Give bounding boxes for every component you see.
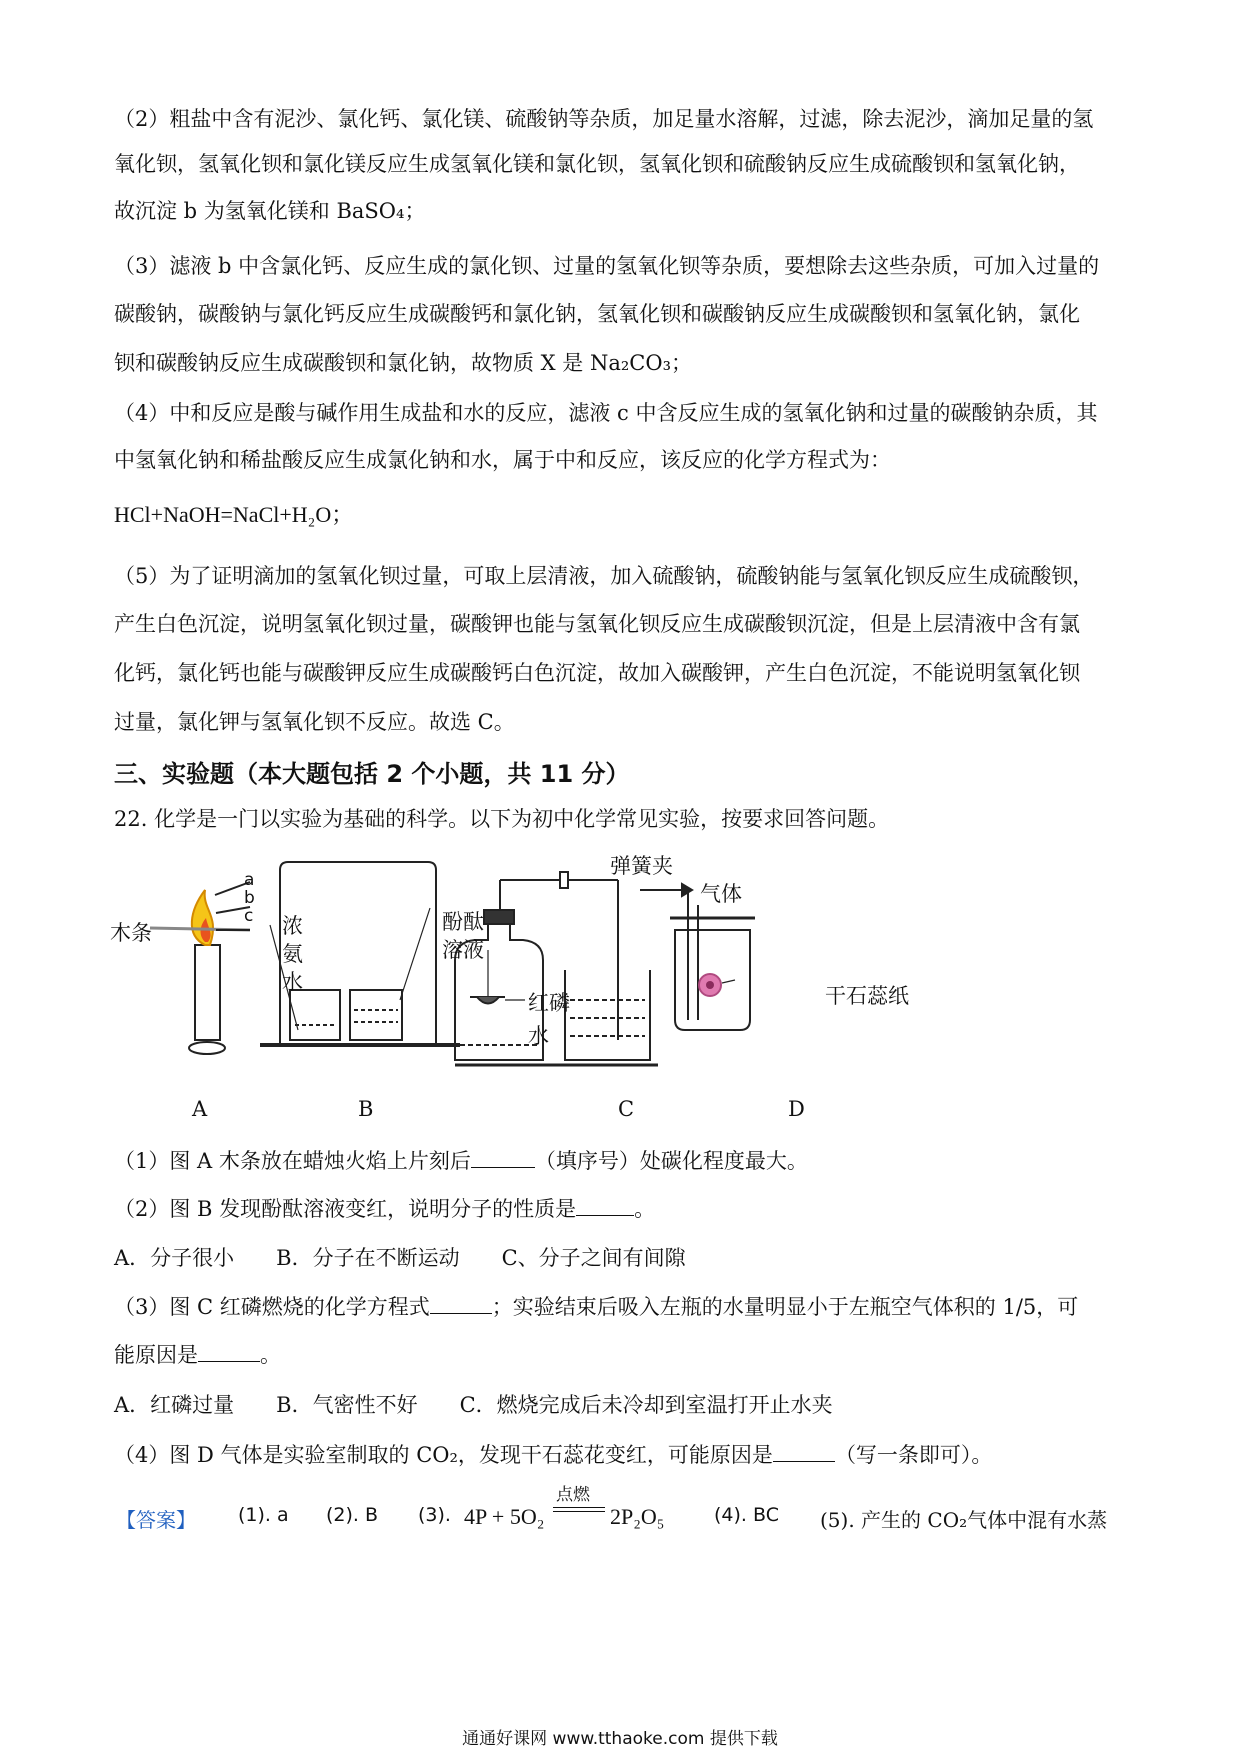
q4-tail: （写一条即可）。 [834, 1443, 993, 1467]
q3-l2-text: 能原因是 [114, 1343, 198, 1367]
caption-d: D [788, 1097, 805, 1121]
label-hongling: 红磷 [528, 991, 570, 1015]
q3-blank-2[interactable] [198, 1343, 260, 1362]
answer-5: (5). 产生的 CO₂气体中混有水蒸 [820, 1508, 1108, 1532]
q3-text: （3）图 C 红磷燃烧的化学方程式 [114, 1295, 430, 1319]
answer-3-condition: 点燃 [556, 1485, 590, 1505]
para-3-line-3: 钡和碳酸钠反应生成碳酸钡和氯化钠，故物质 X 是 Na₂CO₃； [114, 351, 692, 375]
label-muxiao: 木条 [110, 921, 152, 945]
q1-blank[interactable] [471, 1149, 535, 1168]
eq-bar-bottom [553, 1511, 605, 1512]
label-tanhuangjia: 弹簧夹 [610, 854, 673, 878]
label-shui: 水 [282, 970, 303, 994]
experiment-figure [110, 850, 1130, 1125]
answer-3-eq-left: 4P + 5O₂ [464, 1504, 545, 1529]
para-3-line-2: 碳酸钠，碳酸钠与氯化钙反应生成碳酸钙和氯化钠，氢氧化钡和碳酸钠反应生成碳酸钡和氢氧化钠，氯化 [114, 302, 1080, 326]
answer-3: (3). [418, 1504, 451, 1526]
answer-3-eq-right: 2P₂O₅ [610, 1504, 665, 1529]
q2-text: （2）图 B 发现酚酞溶液变红，说明分子的性质是 [114, 1197, 577, 1221]
label-shui-c: 水 [528, 1024, 549, 1048]
para-3-line-1: （3）滤液 b 中含氯化钙、反应生成的氯化钡、过量的氢氧化钡等杂质，要想除去这些杂质，可加入过量的 [114, 254, 1100, 278]
answer-mark: 【答案】 [116, 1508, 196, 1532]
label-qiti: 气体 [700, 882, 742, 906]
para-2-line-3: 故沉淀 b 为氢氧化镁和 BaSO₄； [114, 199, 426, 223]
q2-tail: 。 [634, 1197, 656, 1221]
label-a: a [244, 870, 255, 890]
q1-tail: （填序号）处碳化程度最大。 [534, 1149, 808, 1173]
answer-4: (4). BC [714, 1504, 779, 1526]
q1 [114, 1146, 1132, 1176]
label-fentai: 酚酞 [442, 910, 484, 934]
para-4-line-1: （4）中和反应是酸与碱作用生成盐和水的反应，滤液 c 中含反应生成的氢氧化钠和过量的碳酸钠杂质，其 [114, 401, 1098, 425]
para-5-line-3: 化钙，氯化钙也能与碳酸钾反应生成碳酸钙白色沉淀，故加入碳酸钾，产生白色沉淀，不能说明氢氧化钡 [114, 661, 1080, 685]
label-c: c [244, 906, 254, 926]
answer-2: (2). B [326, 1504, 379, 1526]
label-rongye: 溶液 [442, 938, 484, 962]
para-2-line-2: 氧化钡，氢氧化钡和氯化镁反应生成氢氧化镁和氯化钡，氢氧化钡和硫酸钠反应生成硫酸钡和氢氧化钠， [114, 152, 1080, 176]
q22-intro: 22. 化学是一门以实验为基础的科学。以下为初中化学常见实验，按要求回答问题。 [114, 807, 890, 831]
q1-text: （1）图 A 木条放在蜡烛火焰上片刻后 [114, 1149, 471, 1173]
red-phosphorus-apparatus [455, 872, 658, 1065]
q3-line-2 [114, 1340, 1132, 1370]
q4 [114, 1440, 1132, 1470]
candle-apparatus [150, 882, 250, 1054]
q3-options: A．红磷过量 B．气密性不好 C．燃烧完成后未冷却到室温打开止水夹 [114, 1393, 833, 1417]
label-nong: 浓 [282, 914, 303, 938]
q4-blank[interactable] [773, 1443, 835, 1462]
q2-blank[interactable] [576, 1197, 634, 1216]
q3-blank-1[interactable] [430, 1295, 492, 1314]
caption-b: B [358, 1097, 374, 1121]
q3-tail: 。 [260, 1343, 281, 1367]
footer-text: 通通好课网 www.tthaoke.com 提供下载 [462, 1729, 778, 1749]
equation-hcl-naoh: HCl+NaOH=NaCl+H₂O； [114, 502, 354, 527]
q3-line-1 [114, 1292, 1132, 1322]
eq-bar-top [553, 1507, 605, 1508]
caption-c: C [618, 1097, 635, 1121]
label-ganshi: 干石蕊纸 [825, 984, 909, 1008]
apparatus-diagram [110, 850, 1130, 1125]
para-4-line-2: 中氢氧化钠和稀盐酸反应生成氯化钠和水，属于中和反应，该反应的化学方程式为： [114, 448, 891, 472]
para-5-line-2: 产生白色沉淀，说明氢氧化钡过量，碳酸钾也能与氢氧化钡反应生成碳酸钡沉淀，但是上层清液中含有氯 [114, 612, 1080, 636]
label-an: 氨 [282, 942, 303, 966]
q3-mid: ；实验结束后吸入左瓶的水量明显小于左瓶空气体积的 1/5，可 [491, 1295, 1079, 1319]
answer-1: (1). a [238, 1504, 289, 1526]
para-5-line-4: 过量，氯化钾与氢氧化钡不反应。故选 C。 [114, 710, 515, 734]
section-title: 三、实验题（本大题包括 2 个小题，共 11 分） [114, 760, 630, 788]
q2 [114, 1194, 1132, 1224]
caption-a: A [192, 1097, 208, 1121]
para-2-line-1: （2）粗盐中含有泥沙、氯化钙、氯化镁、硫酸钠等杂质，加足量水溶解，过滤，除去泥沙，滴加足量的氢 [114, 107, 1094, 131]
label-b: b [244, 888, 255, 908]
para-5-line-1: （5）为了证明滴加的氢氧化钡过量，可取上层清液，加入硫酸钠，硫酸钠能与氢氧化钡反应生成硫酸钡， [114, 564, 1094, 588]
q2-options: A．分子很小 B．分子在不断运动 C、分子之间有间隙 [114, 1246, 686, 1270]
q4-text: （4）图 D 气体是实验室制取的 CO₂，发现干石蕊花变红，可能原因是 [114, 1443, 773, 1467]
